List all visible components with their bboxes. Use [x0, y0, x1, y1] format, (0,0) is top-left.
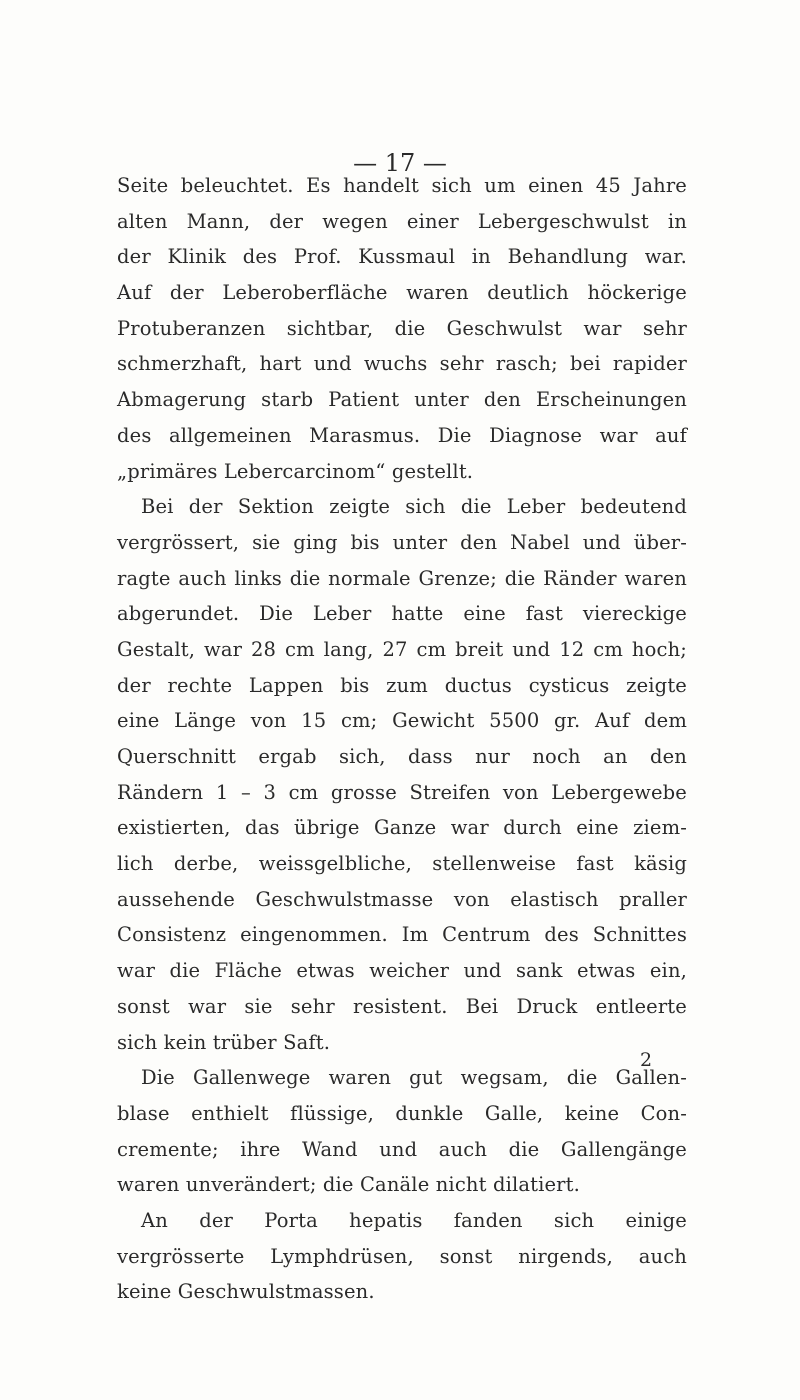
text-line: waren unverändert; die Canäle nicht dilatiert.: [117, 1173, 580, 1197]
text-line: vergrösserte Lymphdrüsen, sonst nirgends, auch: [117, 1244, 687, 1268]
text-line: ragte auch links die normale Grenze; die Ränder waren: [117, 566, 687, 590]
text-line: lich derbe, weissgelbliche, stellenweise fast käsig: [117, 852, 687, 876]
text-line: Auf der Leberoberfläche waren deutlich höckerige: [117, 281, 687, 305]
text-line: sich kein trüber Saft.: [117, 1030, 331, 1054]
text-line: Seite beleuchtet. Es handelt sich um einen 45 Jahre: [117, 174, 687, 197]
text-line: Consistenz eingenommen. Im Centrum des Schnittes: [117, 923, 687, 947]
text-line: Gestalt, war 28 cm lang, 27 cm breit und 12 cm hoch;: [117, 637, 687, 661]
text-line: Bei der Sektion zeigte sich die Leber bedeutend: [141, 495, 687, 519]
text-line: Protuberanzen sichtbar, die Geschwulst war sehr: [117, 316, 687, 340]
page-number: — 17 —: [353, 149, 447, 177]
text-line: cremente; ihre Wand und auch die Gallengänge: [117, 1137, 687, 1161]
text-line: blase enthielt flüssige, dunkle Galle, keine Con-: [117, 1101, 687, 1125]
text-line: war die Fläche etwas weicher und sank etwas ein,: [117, 959, 687, 983]
text-line: existierten, das übrige Ganze war durch eine ziem-: [117, 816, 687, 840]
text-line: Die Gallenwege waren gut wegsam, die Gallen-: [141, 1066, 687, 1090]
text-line: schmerzhaft, hart und wuchs sehr rasch; bei rapider: [117, 352, 687, 376]
text-line: des allgemeinen Marasmus. Die Diagnose war auf: [117, 423, 687, 447]
text-line: Rändern 1 – 3 cm grosse Streifen von Lebergewebe: [117, 780, 687, 804]
text-line: abgerundet. Die Leber hatte eine fast viereckige: [117, 602, 687, 626]
text-line: Abmagerung starb Patient unter den Erscheinungen: [117, 388, 687, 412]
text-line: aussehende Geschwulstmasse von elastisch praller: [117, 887, 687, 911]
text-line: der rechte Lappen bis zum ductus cysticus zeigte: [117, 673, 687, 697]
text-line: alten Mann, der wegen einer Lebergeschwulst in: [117, 209, 687, 233]
text-line: An der Porta hepatis fanden sich einige: [141, 1208, 687, 1232]
text-line: der Klinik des Prof. Kussmaul in Behandlung war.: [117, 245, 687, 269]
text-line: vergrössert, sie ging bis unter den Nabel und über-: [117, 530, 687, 554]
text-line: „primäres Lebercarcinom“ gestellt.: [117, 459, 474, 483]
text-line: sonst war sie sehr resistent. Bei Druck entleerte: [117, 994, 687, 1018]
signature-mark: 2: [640, 1049, 653, 1071]
text-line: keine Geschwulstmassen.: [117, 1280, 375, 1304]
text-line: eine Länge von 15 cm; Gewicht 5500 gr. Auf dem: [117, 709, 687, 733]
body-text: [117, 168, 687, 1310]
text-line: Querschnitt ergab sich, dass nur noch an den: [117, 745, 687, 768]
